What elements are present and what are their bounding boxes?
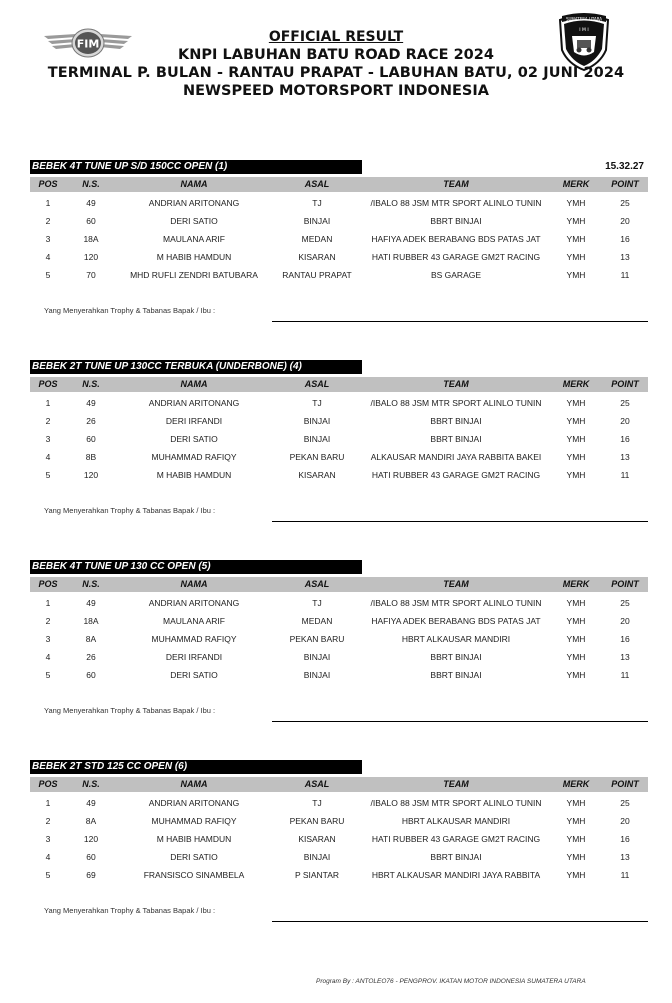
cell-asal: BINJAI — [303, 852, 331, 862]
cell-point: 11 — [620, 870, 630, 880]
cell-merk: YMH — [566, 834, 586, 844]
cell-team: HBRT ALKAUSAR MANDIRI JAYA RABBITA — [371, 870, 541, 880]
cell-ns: 60 — [86, 216, 96, 226]
cell-asal: RANTAU PRAPAT — [282, 270, 352, 280]
column-header-pos: POS — [38, 179, 58, 189]
cell-merk: YMH — [566, 634, 586, 644]
cell-nama: MAULANA ARIF — [163, 616, 225, 626]
column-header-team: TEAM — [443, 779, 469, 789]
cell-pos: 4 — [45, 252, 51, 262]
cell-point: 13 — [620, 852, 630, 862]
cell-asal: BINJAI — [303, 416, 331, 426]
signature-line — [272, 321, 648, 322]
cell-ns: 8A — [85, 816, 97, 826]
cell-nama: ANDRIAN ARITONANG — [148, 798, 240, 808]
cell-asal: BINJAI — [303, 434, 331, 444]
signature-line — [272, 921, 648, 922]
cell-asal: TJ — [312, 398, 322, 408]
column-header-nama: NAMA — [180, 179, 208, 189]
cell-team: BBRT BINJAI — [430, 416, 482, 426]
cell-ns: 120 — [83, 470, 99, 480]
column-header-ns: N.S. — [82, 179, 100, 189]
column-header-ns: N.S. — [82, 379, 100, 389]
table-row — [30, 394, 648, 412]
cell-asal: PEKAN BARU — [289, 816, 345, 826]
cell-ns: 60 — [86, 852, 96, 862]
column-header-merk: MERK — [562, 579, 590, 589]
cell-team: HAFIYA ADEK BERABANG BDS PATAS JAT — [371, 616, 541, 626]
cell-merk: YMH — [566, 434, 586, 444]
cell-ns: 70 — [86, 270, 96, 280]
cell-team: ALKAUSAR MANDIRI JAYA RABBITA BAKEI — [370, 452, 542, 462]
table-header — [30, 777, 648, 792]
event-name: KNPI LABUHAN BATU ROAD RACE 2024 — [178, 47, 494, 63]
signature-line — [272, 521, 648, 522]
cell-pos: 4 — [45, 652, 51, 662]
column-header-asal: ASAL — [304, 179, 330, 189]
table-row — [30, 794, 648, 812]
cell-nama: MUHAMMAD RAFIQY — [151, 816, 237, 826]
cell-nama: MHD RUFLI ZENDRI BATUBARA — [130, 270, 258, 280]
cell-point: 25 — [620, 198, 630, 208]
cell-team: /IBALO 88 JSM MTR SPORT ALINLO TUNIN — [370, 598, 542, 608]
cell-ns: 8A — [85, 634, 97, 644]
table-row — [30, 212, 648, 230]
cell-pos: 1 — [45, 398, 51, 408]
column-header-nama: NAMA — [180, 379, 208, 389]
cell-point: 13 — [620, 252, 630, 262]
cell-ns: 60 — [86, 434, 96, 444]
signature-line — [272, 721, 648, 722]
column-header-point: POINT — [611, 379, 639, 389]
column-header-asal: ASAL — [304, 579, 330, 589]
cell-point: 20 — [620, 816, 630, 826]
table-row — [30, 866, 648, 884]
cell-nama: DERI SATIO — [170, 434, 218, 444]
column-header-nama: NAMA — [180, 579, 208, 589]
cell-nama: DERI SATIO — [170, 670, 218, 680]
category-title: BEBEK 2T STD 125 CC OPEN (6) — [30, 760, 362, 774]
table-row — [30, 630, 648, 648]
table-row — [30, 812, 648, 830]
cell-point: 25 — [620, 798, 630, 808]
cell-nama: MUHAMMAD RAFIQY — [151, 634, 237, 644]
cell-nama: DERI SATIO — [170, 852, 218, 862]
cell-pos: 4 — [45, 452, 51, 462]
cell-nama: DERI SATIO — [170, 216, 218, 226]
imi-logo-text: SUMATERA UTARA — [565, 16, 603, 22]
cell-team: BBRT BINJAI — [430, 434, 482, 444]
cell-pos: 5 — [45, 470, 51, 480]
cell-point: 20 — [620, 616, 630, 626]
cell-nama: M HABIB HAMDUN — [156, 834, 232, 844]
column-header-merk: MERK — [562, 779, 590, 789]
cell-point: 16 — [620, 634, 630, 644]
cell-nama: M HABIB HAMDUN — [156, 252, 232, 262]
cell-nama: ANDRIAN ARITONANG — [148, 198, 240, 208]
table-header — [30, 377, 648, 392]
cell-ns: 49 — [86, 798, 96, 808]
cell-point: 25 — [620, 598, 630, 608]
cell-point: 16 — [620, 234, 630, 244]
column-header-pos: POS — [38, 779, 58, 789]
cell-nama: DERI IRFANDI — [165, 652, 223, 662]
cell-ns: 8B — [85, 452, 97, 462]
cell-ns: 49 — [86, 398, 96, 408]
table-row — [30, 230, 648, 248]
cell-ns: 69 — [86, 870, 96, 880]
cell-point: 16 — [620, 434, 630, 444]
column-header-pos: POS — [38, 379, 58, 389]
cell-merk: YMH — [566, 470, 586, 480]
category-title: BEBEK 2T TUNE UP 130CC TERBUKA (UNDERBONE) (4) — [30, 360, 362, 374]
cell-asal: BINJAI — [303, 216, 331, 226]
cell-point: 20 — [620, 216, 630, 226]
column-header-nama: NAMA — [180, 779, 208, 789]
table-row — [30, 666, 648, 684]
cell-point: 13 — [620, 452, 630, 462]
column-header-merk: MERK — [562, 379, 590, 389]
cell-asal: BINJAI — [303, 652, 331, 662]
cell-pos: 1 — [45, 798, 51, 808]
table-row — [30, 448, 648, 466]
cell-pos: 3 — [45, 634, 51, 644]
cell-pos: 2 — [45, 616, 51, 626]
cell-ns: 26 — [86, 416, 96, 426]
cell-merk: YMH — [566, 652, 586, 662]
cell-merk: YMH — [566, 616, 586, 626]
cell-pos: 4 — [45, 852, 51, 862]
cell-pos: 1 — [45, 598, 51, 608]
cell-merk: YMH — [566, 798, 586, 808]
cell-asal: PEKAN BARU — [289, 452, 345, 462]
cell-merk: YMH — [566, 270, 586, 280]
cell-merk: YMH — [566, 216, 586, 226]
cell-pos: 2 — [45, 416, 51, 426]
cell-pos: 2 — [45, 216, 51, 226]
cell-team: BBRT BINJAI — [430, 216, 482, 226]
column-header-pos: POS — [38, 579, 58, 589]
table-header — [30, 577, 648, 592]
table-row — [30, 430, 648, 448]
document-title: OFFICIAL RESULT — [268, 29, 404, 45]
cell-nama: FRANSISCO SINAMBELA — [143, 870, 245, 880]
cell-pos: 3 — [45, 434, 51, 444]
column-header-team: TEAM — [443, 579, 469, 589]
cell-asal: MEDAN — [301, 616, 333, 626]
cell-ns: 120 — [83, 834, 99, 844]
trophy-handover-label: Yang Menyerahkan Trophy & Tabanas Bapak / Ibu : — [44, 506, 216, 515]
cell-pos: 5 — [45, 670, 51, 680]
category-title: BEBEK 4T TUNE UP 130 CC OPEN (5) — [30, 560, 362, 574]
cell-ns: 49 — [86, 598, 96, 608]
cell-pos: 3 — [45, 834, 51, 844]
cell-merk: YMH — [566, 252, 586, 262]
cell-asal: P SIANTAR — [294, 870, 340, 880]
table-header — [30, 177, 648, 192]
column-header-asal: ASAL — [304, 379, 330, 389]
cell-team: HAFIYA ADEK BERABANG BDS PATAS JAT — [371, 234, 541, 244]
table-row — [30, 412, 648, 430]
imi-logo-letters: I M I — [579, 28, 589, 33]
cell-point: 11 — [620, 270, 630, 280]
column-header-point: POINT — [611, 179, 639, 189]
cell-ns: 18A — [83, 616, 99, 626]
table-row — [30, 194, 648, 212]
cell-team: BBRT BINJAI — [430, 852, 482, 862]
cell-asal: MEDAN — [301, 234, 333, 244]
cell-ns: 120 — [83, 252, 99, 262]
cell-merk: YMH — [566, 416, 586, 426]
cell-ns: 49 — [86, 198, 96, 208]
cell-asal: TJ — [312, 198, 322, 208]
cell-nama: ANDRIAN ARITONANG — [148, 398, 240, 408]
cell-asal: KISARAN — [298, 470, 336, 480]
cell-asal: TJ — [312, 798, 322, 808]
footer-credit: Program By : ANTOLEO76 - PENGPROV. IKATAN MOTOR INDONESIA SUMATERA UTARA — [316, 978, 586, 985]
cell-merk: YMH — [566, 670, 586, 680]
title-block — [0, 28, 672, 100]
cell-point: 13 — [620, 652, 630, 662]
cell-team: BBRT BINJAI — [430, 652, 482, 662]
trophy-handover-label: Yang Menyerahkan Trophy & Tabanas Bapak / Ibu : — [44, 306, 216, 315]
cell-asal: KISARAN — [298, 834, 336, 844]
cell-nama: DERI IRFANDI — [165, 416, 223, 426]
venue-date: TERMINAL P. BULAN - RANTAU PRAPAT - LABUHAN BATU, 02 JUNI 2024 — [47, 65, 625, 81]
column-header-team: TEAM — [443, 179, 469, 189]
table-row — [30, 248, 648, 266]
cell-ns: 26 — [86, 652, 96, 662]
cell-point: 25 — [620, 398, 630, 408]
column-header-team: TEAM — [443, 379, 469, 389]
cell-point: 16 — [620, 834, 630, 844]
table-row — [30, 594, 648, 612]
cell-team: /IBALO 88 JSM MTR SPORT ALINLO TUNIN — [370, 798, 542, 808]
column-header-point: POINT — [611, 579, 639, 589]
document-header — [0, 0, 672, 110]
cell-nama: MAULANA ARIF — [163, 234, 225, 244]
cell-pos: 5 — [45, 270, 51, 280]
trophy-handover-label: Yang Menyerahkan Trophy & Tabanas Bapak / Ibu : — [44, 706, 216, 715]
cell-asal: KISARAN — [298, 252, 336, 262]
cell-merk: YMH — [566, 198, 586, 208]
cell-merk: YMH — [566, 234, 586, 244]
cell-team: HATI RUBBER 43 GARAGE GM2T RACING — [371, 252, 541, 262]
cell-nama: ANDRIAN ARITONANG — [148, 598, 240, 608]
cell-merk: YMH — [566, 452, 586, 462]
trophy-handover-label: Yang Menyerahkan Trophy & Tabanas Bapak / Ibu : — [44, 906, 216, 915]
category-title: BEBEK 4T TUNE UP S/D 150CC OPEN (1) — [30, 160, 362, 174]
table-row — [30, 612, 648, 630]
cell-pos: 1 — [45, 198, 51, 208]
cell-merk: YMH — [566, 398, 586, 408]
table-row — [30, 266, 648, 284]
cell-team: /IBALO 88 JSM MTR SPORT ALINLO TUNIN — [370, 398, 542, 408]
cell-asal: PEKAN BARU — [289, 634, 345, 644]
cell-merk: YMH — [566, 816, 586, 826]
cell-asal: TJ — [312, 598, 322, 608]
cell-team: /IBALO 88 JSM MTR SPORT ALINLO TUNIN — [370, 198, 542, 208]
column-header-ns: N.S. — [82, 779, 100, 789]
cell-ns: 18A — [83, 234, 99, 244]
cell-point: 11 — [620, 670, 630, 680]
table-row — [30, 648, 648, 666]
cell-asal: BINJAI — [303, 670, 331, 680]
organizer: NEWSPEED MOTORSPORT INDONESIA — [183, 83, 489, 99]
column-header-asal: ASAL — [304, 779, 330, 789]
cell-pos: 2 — [45, 816, 51, 826]
cell-ns: 60 — [86, 670, 96, 680]
print-time: 15.32.27 — [605, 161, 644, 172]
cell-team: HATI RUBBER 43 GARAGE GM2T RACING — [371, 834, 541, 844]
cell-team: HBRT ALKAUSAR MANDIRI — [401, 634, 511, 644]
cell-merk: YMH — [566, 870, 586, 880]
cell-point: 11 — [620, 470, 630, 480]
cell-nama: M HABIB HAMDUN — [156, 470, 232, 480]
column-header-merk: MERK — [562, 179, 590, 189]
cell-team: BBRT BINJAI — [430, 670, 482, 680]
column-header-point: POINT — [611, 779, 639, 789]
cell-team: HATI RUBBER 43 GARAGE GM2T RACING — [371, 470, 541, 480]
cell-team: HBRT ALKAUSAR MANDIRI — [401, 816, 511, 826]
cell-point: 20 — [620, 416, 630, 426]
table-row — [30, 848, 648, 866]
cell-nama: MUHAMMAD RAFIQY — [151, 452, 237, 462]
table-row — [30, 466, 648, 484]
cell-pos: 5 — [45, 870, 51, 880]
cell-merk: YMH — [566, 598, 586, 608]
table-row — [30, 830, 648, 848]
column-header-ns: N.S. — [82, 579, 100, 589]
fim-logo-text: FIM — [76, 37, 100, 51]
cell-team: BS GARAGE — [430, 270, 482, 280]
cell-merk: YMH — [566, 852, 586, 862]
cell-pos: 3 — [45, 234, 51, 244]
